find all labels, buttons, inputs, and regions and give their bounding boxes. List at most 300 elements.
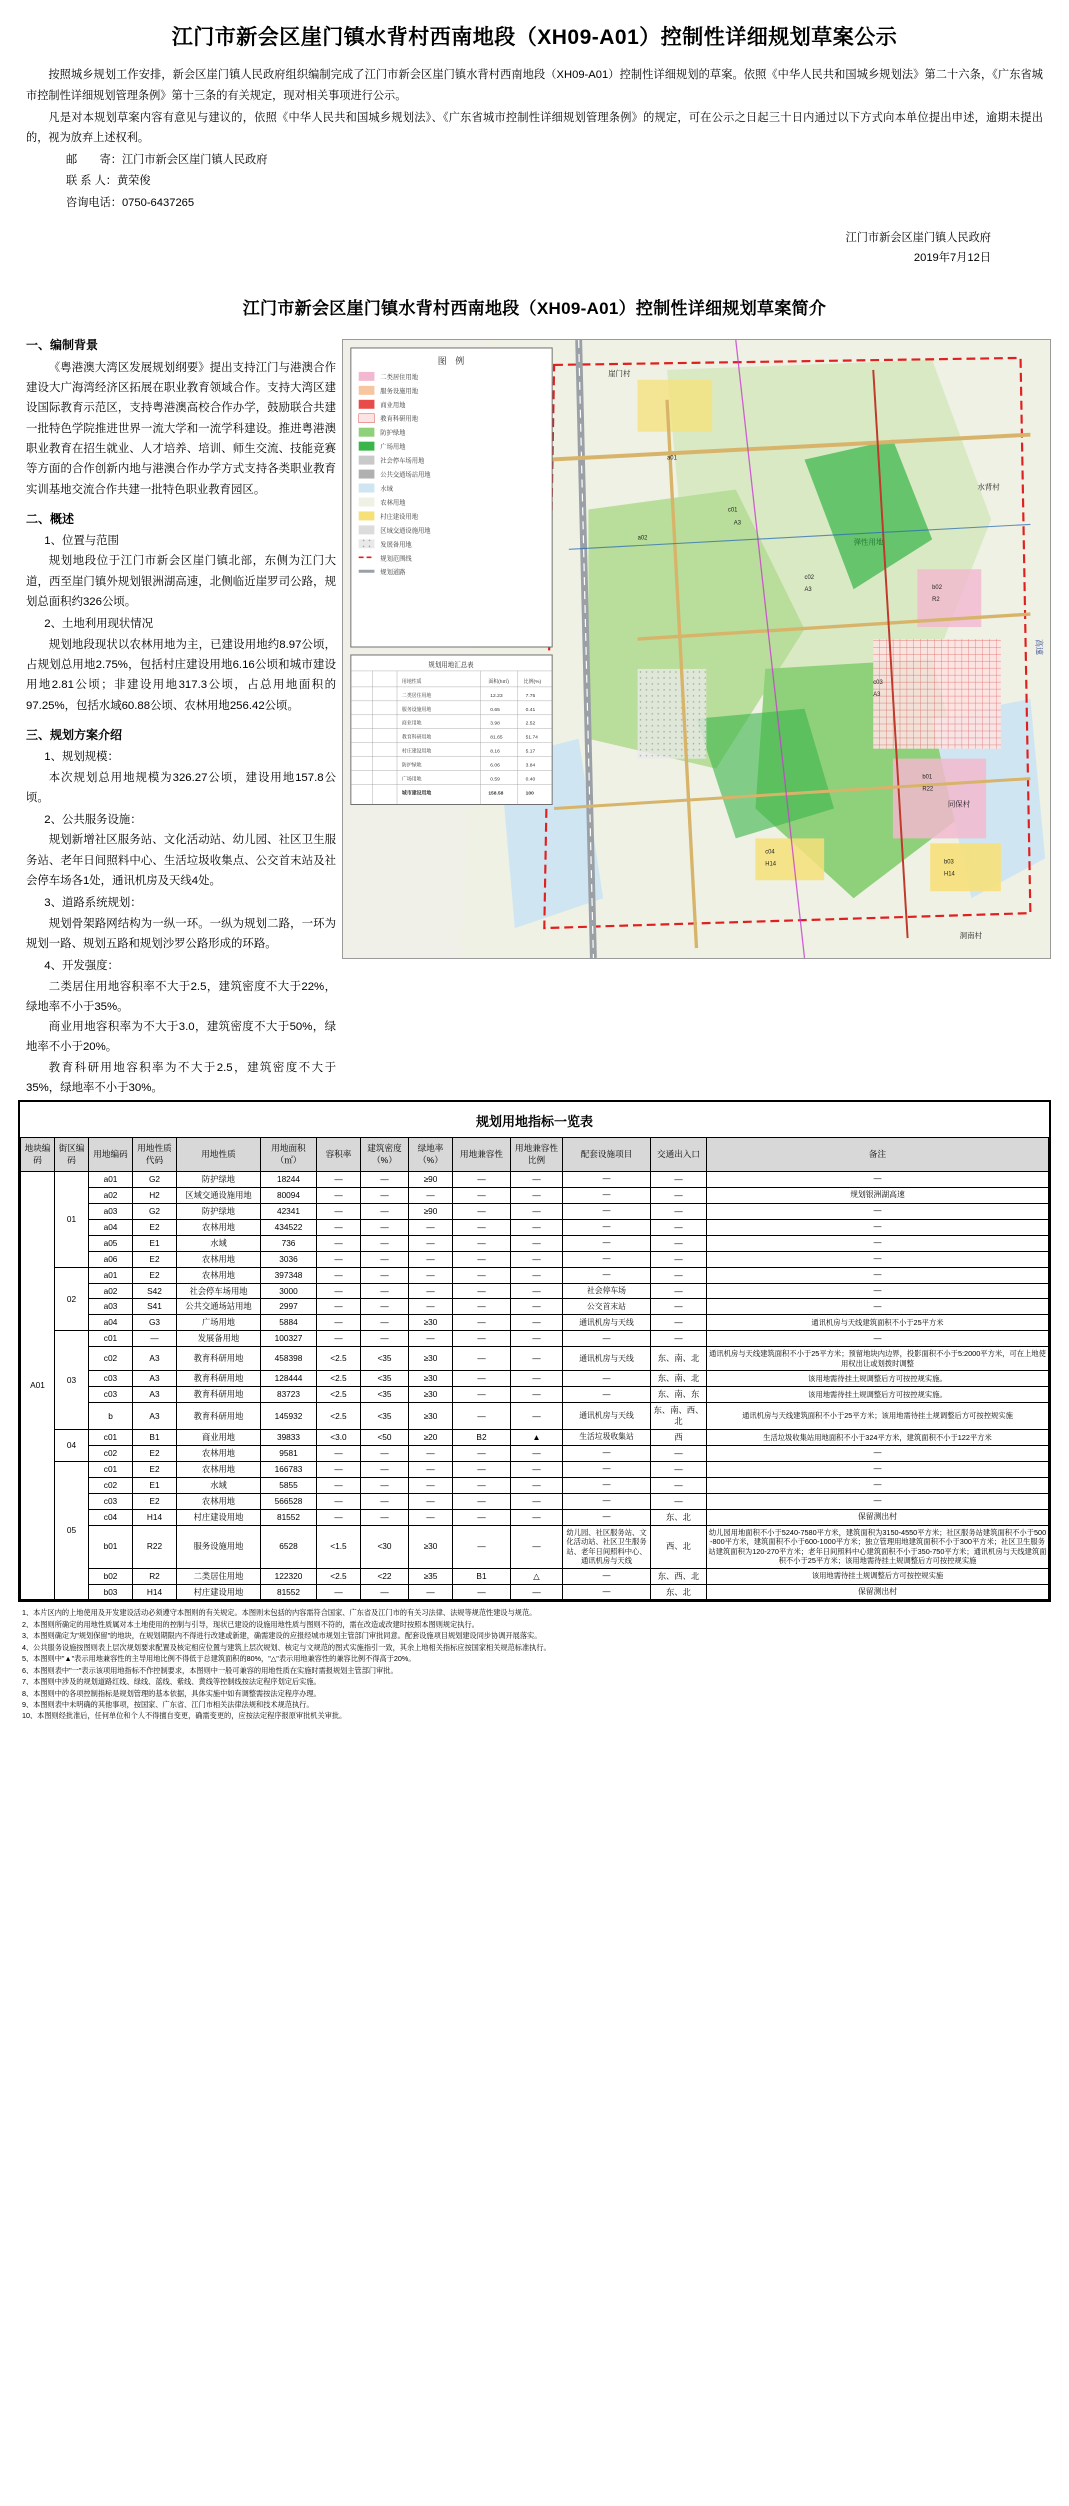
svg-text:A3: A3 bbox=[733, 520, 742, 527]
td-land-area: 39833 bbox=[261, 1430, 317, 1446]
td-facility-items: 幼儿园、社区服务站、文化活动站、社区卫生服务站、老年日间照料中心、通讯机房与天线 bbox=[563, 1525, 651, 1568]
td-land-nature: 农林用地 bbox=[177, 1493, 261, 1509]
td-remark: — bbox=[707, 1477, 1049, 1493]
svg-text:商业用地: 商业用地 bbox=[380, 402, 406, 410]
td-land-code: a04 bbox=[89, 1219, 133, 1235]
td-land-nature: 社会停车场用地 bbox=[177, 1283, 261, 1299]
td-nature-code: A3 bbox=[133, 1387, 177, 1403]
td-nature-code: S41 bbox=[133, 1299, 177, 1315]
td-facility-items: — bbox=[563, 1387, 651, 1403]
td-facility-items: 生活垃圾收集站 bbox=[563, 1430, 651, 1446]
td-nature-code: E2 bbox=[133, 1267, 177, 1283]
td-building-density: — bbox=[361, 1267, 409, 1283]
td-compatibility: — bbox=[453, 1347, 511, 1371]
td-compatibility: — bbox=[453, 1251, 511, 1267]
td-land-area: 122320 bbox=[261, 1568, 317, 1584]
td-access: 西、北 bbox=[651, 1525, 707, 1568]
td-far: — bbox=[317, 1187, 361, 1203]
td-land-nature: 教育科研用地 bbox=[177, 1403, 261, 1430]
svg-text:村庄建设用地: 村庄建设用地 bbox=[401, 749, 432, 756]
td-far: — bbox=[317, 1331, 361, 1347]
td-land-area: 166783 bbox=[261, 1461, 317, 1477]
td-building-density: — bbox=[361, 1445, 409, 1461]
notice-paragraph-2: 凡是对本规划草案内容有意见与建议的，依照《中华人民共和国城乡规划法》、《广东省城市控制性详细规划管理条例》的规定，可在公示之日起三十日内通过以下方式向本单位提出申述，逾期未提出的，视为放弃上述权利。 bbox=[26, 111, 1043, 145]
footnote-item: 1、本片区内的上地使用及开发建设活动必须遵守本图则的有关规定。本图则未包括的内容需符合国家、广东省及江门市的有关习法律、法规等规范性建设与规范。 bbox=[22, 1608, 537, 1618]
th-green-ratio: 绿地率（%） bbox=[409, 1138, 453, 1172]
td-facility-items: — bbox=[563, 1371, 651, 1387]
map-graphic bbox=[343, 340, 1050, 958]
td-access: 东、南、西、北 bbox=[651, 1403, 707, 1430]
td-facility-items: — bbox=[563, 1445, 651, 1461]
td-access: 东、南、北 bbox=[651, 1371, 707, 1387]
td-green-ratio: — bbox=[409, 1493, 453, 1509]
td-land-nature: 防护绿地 bbox=[177, 1171, 261, 1187]
svg-text:公共交通场站用地: 公共交通场站用地 bbox=[380, 471, 431, 479]
td-land-nature: 防护绿地 bbox=[177, 1203, 261, 1219]
td-compatibility: — bbox=[453, 1203, 511, 1219]
td-compatibility: — bbox=[453, 1477, 511, 1493]
td-facility-items: — bbox=[563, 1267, 651, 1283]
table-row bbox=[21, 1568, 1049, 1584]
td-remark: — bbox=[707, 1171, 1049, 1187]
td-nature-code: G2 bbox=[133, 1171, 177, 1187]
plan-map-column bbox=[342, 335, 1051, 959]
td-land-code: c03 bbox=[89, 1387, 133, 1403]
td-far: — bbox=[317, 1315, 361, 1331]
brief-title: 江门市新会区崖门镇水背村西南地段（XH09-A01）控制性详细规划草案简介 bbox=[242, 299, 827, 319]
td-far: — bbox=[317, 1299, 361, 1315]
td-far: <2.5 bbox=[317, 1371, 361, 1387]
table-row bbox=[21, 1203, 1049, 1219]
svg-text:广场用地: 广场用地 bbox=[380, 443, 406, 451]
td-green-ratio: ≥90 bbox=[409, 1203, 453, 1219]
td-green-ratio: ≥30 bbox=[409, 1403, 453, 1430]
td-compatibility: — bbox=[453, 1299, 511, 1315]
td-access: — bbox=[651, 1219, 707, 1235]
td-compatibility: — bbox=[453, 1331, 511, 1347]
td-building-density: <35 bbox=[361, 1387, 409, 1403]
td-land-code: c01 bbox=[89, 1331, 133, 1347]
td-land-code: c02 bbox=[89, 1445, 133, 1461]
table-row bbox=[21, 1171, 1049, 1187]
svg-text:b01: b01 bbox=[922, 774, 933, 781]
td-nature-code: R22 bbox=[133, 1525, 177, 1568]
td-land-nature: 教育科研用地 bbox=[177, 1347, 261, 1371]
td-far: <1.5 bbox=[317, 1525, 361, 1568]
svg-text:0.40: 0.40 bbox=[525, 777, 536, 783]
td-compatibility: — bbox=[453, 1445, 511, 1461]
section-2-sub-2: 2、土地利用现状情况 bbox=[44, 618, 154, 631]
td-compatibility: — bbox=[453, 1509, 511, 1525]
td-land-code: a03 bbox=[89, 1203, 133, 1219]
svg-text:3.84: 3.84 bbox=[525, 763, 536, 769]
td-land-nature: 水域 bbox=[177, 1235, 261, 1251]
td-land-nature: 农林用地 bbox=[177, 1251, 261, 1267]
td-compatibility-ratio: — bbox=[511, 1445, 563, 1461]
td-land-area: 5884 bbox=[261, 1315, 317, 1331]
td-remark: — bbox=[707, 1445, 1049, 1461]
td-compatibility: — bbox=[453, 1493, 511, 1509]
td-building-density: <35 bbox=[361, 1403, 409, 1430]
td-compatibility-ratio: — bbox=[511, 1171, 563, 1187]
table-header-row bbox=[21, 1138, 1049, 1172]
td-remark: 通讯机房与天线建筑面积不小于25平方米 bbox=[707, 1315, 1049, 1331]
td-far: — bbox=[317, 1509, 361, 1525]
td-building-density: — bbox=[361, 1187, 409, 1203]
td-nature-code: E2 bbox=[133, 1445, 177, 1461]
td-compatibility: — bbox=[453, 1219, 511, 1235]
td-compatibility: — bbox=[453, 1187, 511, 1203]
td-nature-code: A3 bbox=[133, 1371, 177, 1387]
table-row bbox=[21, 1331, 1049, 1347]
td-remark: — bbox=[707, 1331, 1049, 1347]
footnote-item: 9、本图则表中未明确的其他事项，按国家、广东省、江门市相关法律法规和技术规范执行。 bbox=[22, 1699, 314, 1709]
td-land-area: 42341 bbox=[261, 1203, 317, 1219]
svg-text:8.16: 8.16 bbox=[490, 749, 500, 756]
td-land-area: 736 bbox=[261, 1235, 317, 1251]
td-compatibility-ratio: — bbox=[511, 1219, 563, 1235]
td-remark: 生活垃圾收集站用地面积不小于324平方米，建筑面积不小于122平方米 bbox=[707, 1430, 1049, 1446]
td-block-code: 05 bbox=[55, 1461, 89, 1600]
td-far: — bbox=[317, 1477, 361, 1493]
svg-text:比例(%): 比例(%) bbox=[523, 680, 542, 686]
svg-text:c03: c03 bbox=[873, 680, 883, 687]
indicator-table bbox=[20, 1137, 1049, 1600]
td-land-nature: 二类居住用地 bbox=[177, 1568, 261, 1584]
td-facility-items: 通讯机房与天线 bbox=[563, 1315, 651, 1331]
td-access: — bbox=[651, 1331, 707, 1347]
td-block-code: 03 bbox=[55, 1331, 89, 1430]
footnote-item: 6、本图则表中"一"表示该项用地指标不作控制要求，本图则中一般可兼容的用地性质在实施时需报规划主管部门审批。 bbox=[22, 1665, 398, 1675]
td-compatibility-ratio: — bbox=[511, 1371, 563, 1387]
table-row bbox=[21, 1267, 1049, 1283]
th-plot-code: 地块编码 bbox=[21, 1138, 55, 1172]
td-compatibility: — bbox=[453, 1235, 511, 1251]
td-land-nature: 服务设施用地 bbox=[177, 1525, 261, 1568]
table-row bbox=[21, 1430, 1049, 1446]
svg-text:7.75: 7.75 bbox=[525, 694, 536, 700]
svg-text:弹性用地: 弹性用地 bbox=[853, 537, 884, 547]
td-land-code: a01 bbox=[89, 1267, 133, 1283]
td-facility-items: — bbox=[563, 1584, 651, 1600]
td-building-density: — bbox=[361, 1331, 409, 1347]
td-land-nature: 村庄建设用地 bbox=[177, 1584, 261, 1600]
notice-issuer: 江门市新会区崖门镇人民政府 bbox=[845, 232, 991, 245]
td-facility-items: — bbox=[563, 1509, 651, 1525]
td-green-ratio: — bbox=[409, 1267, 453, 1283]
td-compatibility: — bbox=[453, 1283, 511, 1299]
table-row bbox=[21, 1315, 1049, 1331]
section-1-text: 《粤港澳大湾区发展规划纲要》提出支持江门与港澳合作建设大广海湾经济区拓展在职业教育领域合作。支持大湾区建设国际教育示范区，支持粤港澳高校合作办学，鼓励联合共建一批特色学院推进世界一流大学和一流学科建设。推进粤港澳职业教育在招生就业、人才培养、培训、师生交流、技能竞赛等方面的合作创新内地与港澳合作办学方式支持各类职业教育实训基地交流合作共建一批特色职业教育园区。 bbox=[26, 361, 336, 496]
section-heading-2: 二、概述 bbox=[26, 511, 75, 526]
svg-text:0.41: 0.41 bbox=[525, 708, 536, 714]
th-facility-items: 配套设施项目 bbox=[563, 1138, 651, 1172]
td-nature-code: A3 bbox=[133, 1403, 177, 1430]
td-remark: 幼儿园用地面积不小于5240-7580平方米，建筑面积为3150-4550平方米；社区服务站建筑面积不小于500-800平方米，建筑面积不小于600-1000平方米；独立管理用地建筑面积不小于300平方米；社区卫生服务站建筑面积为120-270平方米；老年日间照料中心建筑面积不小于350-750平方米；通讯机房与天线建筑面积不小于25平方米；该用地需待挂土规调整后方可按控规实施 bbox=[707, 1525, 1049, 1568]
td-compatibility: — bbox=[453, 1371, 511, 1387]
td-land-nature: 教育科研用地 bbox=[177, 1371, 261, 1387]
td-facility-items: 通讯机房与天线 bbox=[563, 1403, 651, 1430]
section-3-text-6: 教育科研用地容积率为不大于2.5，建筑密度不大于35%，绿地率不小于30%。 bbox=[26, 1061, 336, 1094]
td-access: 东、南、北 bbox=[651, 1347, 707, 1371]
svg-text:面积(h㎡): 面积(h㎡) bbox=[488, 680, 510, 686]
td-access: — bbox=[651, 1187, 707, 1203]
td-remark: 保留测出村 bbox=[707, 1584, 1049, 1600]
td-remark: 保留测出村 bbox=[707, 1509, 1049, 1525]
svg-text:0.59: 0.59 bbox=[490, 777, 500, 783]
td-compatibility: — bbox=[453, 1403, 511, 1430]
td-compatibility-ratio: — bbox=[511, 1187, 563, 1203]
td-building-density: <22 bbox=[361, 1568, 409, 1584]
brief-text-column bbox=[18, 335, 336, 1098]
td-land-code: c04 bbox=[89, 1509, 133, 1525]
svg-text:0.65: 0.65 bbox=[490, 708, 500, 714]
section-3-text-1: 本次规划总用地规模为326.27公顷，建设用地157.8公顷。 bbox=[26, 771, 336, 804]
th-compatibility: 用地兼容性 bbox=[453, 1138, 511, 1172]
td-green-ratio: — bbox=[409, 1283, 453, 1299]
td-compatibility-ratio: — bbox=[511, 1203, 563, 1219]
td-access: — bbox=[651, 1283, 707, 1299]
table-row bbox=[21, 1493, 1049, 1509]
footnotes-list bbox=[22, 1608, 1047, 1721]
td-nature-code: E2 bbox=[133, 1219, 177, 1235]
svg-text:用地性质: 用地性质 bbox=[401, 680, 422, 686]
td-land-code: c02 bbox=[89, 1347, 133, 1371]
th-block-code: 街区编码 bbox=[55, 1138, 89, 1172]
td-facility-items: 社会停车场 bbox=[563, 1283, 651, 1299]
section-2-sub-1: 1、位置与范围 bbox=[44, 535, 119, 548]
td-access: — bbox=[651, 1251, 707, 1267]
td-land-area: 5855 bbox=[261, 1477, 317, 1493]
notice-date: 2019年7月12日 bbox=[913, 252, 991, 265]
td-far: — bbox=[317, 1267, 361, 1283]
svg-text:c01: c01 bbox=[727, 507, 738, 514]
svg-text:二类居住用地: 二类居住用地 bbox=[401, 694, 432, 700]
td-land-code: b02 bbox=[89, 1568, 133, 1584]
td-access: 西 bbox=[651, 1430, 707, 1446]
td-green-ratio: — bbox=[409, 1187, 453, 1203]
footnotes bbox=[18, 1602, 1051, 1721]
brief-body bbox=[18, 335, 1051, 1098]
td-land-code: a04 bbox=[89, 1315, 133, 1331]
table-row bbox=[21, 1509, 1049, 1525]
td-remark: — bbox=[707, 1283, 1049, 1299]
footnote-item: 10、本图则经批准后，任何单位和个人不得擅自变更，确需变更的，应按法定程序报原审批机关审批。 bbox=[22, 1711, 347, 1721]
table-body bbox=[21, 1171, 1049, 1599]
td-land-area: 81552 bbox=[261, 1584, 317, 1600]
td-compatibility: — bbox=[453, 1461, 511, 1477]
svg-text:水域: 水域 bbox=[380, 485, 393, 493]
td-facility-items: — bbox=[563, 1171, 651, 1187]
td-nature-code: R2 bbox=[133, 1568, 177, 1584]
td-compatibility-ratio: — bbox=[511, 1251, 563, 1267]
td-building-density: — bbox=[361, 1584, 409, 1600]
td-remark: — bbox=[707, 1203, 1049, 1219]
table-row bbox=[21, 1461, 1049, 1477]
td-facility-items: 通讯机房与天线 bbox=[563, 1347, 651, 1371]
th-remark: 备注 bbox=[707, 1138, 1049, 1172]
td-land-code: b01 bbox=[89, 1525, 133, 1568]
td-compatibility-ratio: — bbox=[511, 1235, 563, 1251]
td-land-code: a01 bbox=[89, 1171, 133, 1187]
indicator-table-title: 规划用地指标一览表 bbox=[475, 1114, 593, 1130]
td-compatibility-ratio: — bbox=[511, 1283, 563, 1299]
td-green-ratio: ≥30 bbox=[409, 1315, 453, 1331]
svg-text:81.65: 81.65 bbox=[490, 736, 503, 742]
svg-text:b02: b02 bbox=[932, 585, 942, 592]
td-land-nature: 农林用地 bbox=[177, 1267, 261, 1283]
td-nature-code: — bbox=[133, 1331, 177, 1347]
td-facility-items: — bbox=[563, 1461, 651, 1477]
svg-text:R2: R2 bbox=[932, 597, 940, 604]
td-green-ratio: — bbox=[409, 1477, 453, 1493]
td-land-nature: 农林用地 bbox=[177, 1445, 261, 1461]
td-access: 东、西、北 bbox=[651, 1568, 707, 1584]
td-land-nature: 水域 bbox=[177, 1477, 261, 1493]
td-green-ratio: ≥30 bbox=[409, 1387, 453, 1403]
td-nature-code: E2 bbox=[133, 1461, 177, 1477]
td-facility-items: — bbox=[563, 1331, 651, 1347]
td-nature-code: E2 bbox=[133, 1251, 177, 1267]
section-3-sub-3: 3、道路系统规划： bbox=[44, 897, 142, 910]
td-far: <2.5 bbox=[317, 1403, 361, 1430]
svg-text:6.06: 6.06 bbox=[490, 763, 500, 769]
td-green-ratio: — bbox=[409, 1331, 453, 1347]
td-green-ratio: ≥30 bbox=[409, 1525, 453, 1568]
land-use-plan-map bbox=[342, 339, 1051, 959]
td-far: <3.0 bbox=[317, 1430, 361, 1446]
section-3-text-4: 二类居住用地容积率不大于2.5，建筑密度不大于22%，绿地率不小于35%。 bbox=[26, 980, 336, 1013]
td-green-ratio: — bbox=[409, 1219, 453, 1235]
svg-text:c02: c02 bbox=[804, 575, 815, 582]
td-land-nature: 农林用地 bbox=[177, 1219, 261, 1235]
td-land-nature: 农林用地 bbox=[177, 1461, 261, 1477]
table-row bbox=[21, 1251, 1049, 1267]
svg-text:158.58: 158.58 bbox=[488, 791, 504, 797]
table-row bbox=[21, 1584, 1049, 1600]
td-far: <2.5 bbox=[317, 1387, 361, 1403]
td-land-code: b03 bbox=[89, 1584, 133, 1600]
td-remark: — bbox=[707, 1299, 1049, 1315]
section-3-sub-2: 2、公共服务设施： bbox=[44, 814, 142, 827]
svg-text:教育科研用地: 教育科研用地 bbox=[401, 736, 432, 742]
td-compatibility-ratio: — bbox=[511, 1477, 563, 1493]
td-compatibility-ratio: — bbox=[511, 1584, 563, 1600]
td-facility-items: — bbox=[563, 1187, 651, 1203]
td-building-density: — bbox=[361, 1477, 409, 1493]
td-access: 东、北 bbox=[651, 1509, 707, 1525]
svg-text:洞南村: 洞南村 bbox=[959, 931, 982, 941]
svg-text:农林用地: 农林用地 bbox=[380, 499, 406, 507]
td-remark: — bbox=[707, 1267, 1049, 1283]
td-building-density: — bbox=[361, 1235, 409, 1251]
td-far: — bbox=[317, 1493, 361, 1509]
td-land-code: a03 bbox=[89, 1299, 133, 1315]
td-remark: 规划银洲湖高速 bbox=[707, 1187, 1049, 1203]
td-remark: 通讯机房与天线建筑面积不小于25平方米；该用地需待挂土规调整后方可按控规实施 bbox=[707, 1403, 1049, 1430]
svg-text:H14: H14 bbox=[943, 871, 955, 878]
td-green-ratio: ≥30 bbox=[409, 1371, 453, 1387]
td-building-density: — bbox=[361, 1461, 409, 1477]
table-row bbox=[21, 1387, 1049, 1403]
td-land-area: 458398 bbox=[261, 1347, 317, 1371]
td-compatibility: — bbox=[453, 1315, 511, 1331]
svg-text:崖门村: 崖门村 bbox=[608, 369, 631, 379]
svg-text:教育科研用地: 教育科研用地 bbox=[380, 416, 418, 424]
td-nature-code: B1 bbox=[133, 1430, 177, 1446]
td-far: — bbox=[317, 1251, 361, 1267]
notice-paragraph-1: 按照城乡规划工作安排，新会区崖门镇人民政府组织编制完成了江门市新会区崖门镇水背村西南地段（XH09-A01）控制性详细规划的草案。依照《中华人民共和国城乡规划法》第二十六条，《广东省城市控制性详细规划管理条例》第十三条的有关规定，现对相关事项进行公示。 bbox=[26, 69, 1043, 103]
td-green-ratio: — bbox=[409, 1299, 453, 1315]
td-land-area: 3036 bbox=[261, 1251, 317, 1267]
td-compatibility: — bbox=[453, 1267, 511, 1283]
td-compatibility: B2 bbox=[453, 1430, 511, 1446]
td-land-code: a02 bbox=[89, 1187, 133, 1203]
td-facility-items: — bbox=[563, 1568, 651, 1584]
td-access: — bbox=[651, 1315, 707, 1331]
svg-text:城市建设用地: 城市建设用地 bbox=[401, 791, 432, 797]
td-building-density: — bbox=[361, 1251, 409, 1267]
td-compatibility-ratio: — bbox=[511, 1331, 563, 1347]
td-land-code: c02 bbox=[89, 1477, 133, 1493]
td-land-area: 9581 bbox=[261, 1445, 317, 1461]
svg-text:5.17: 5.17 bbox=[525, 749, 536, 756]
svg-text:同保村: 同保村 bbox=[947, 799, 971, 809]
td-access: 东、南、东 bbox=[651, 1387, 707, 1403]
td-plot-code: A01 bbox=[21, 1171, 55, 1599]
svg-text:a01: a01 bbox=[667, 455, 677, 462]
section-heading-1: 一、编制背景 bbox=[26, 338, 99, 353]
td-far: — bbox=[317, 1461, 361, 1477]
td-remark: 该用地需待挂土规调整后方可按控规实施。 bbox=[707, 1371, 1049, 1387]
td-land-nature: 商业用地 bbox=[177, 1430, 261, 1446]
td-compatibility-ratio: — bbox=[511, 1525, 563, 1568]
td-remark: — bbox=[707, 1235, 1049, 1251]
td-nature-code: G3 bbox=[133, 1315, 177, 1331]
td-land-area: 397348 bbox=[261, 1267, 317, 1283]
table-row bbox=[21, 1445, 1049, 1461]
td-land-code: c01 bbox=[89, 1461, 133, 1477]
svg-text:100: 100 bbox=[525, 791, 534, 797]
td-land-nature: 教育科研用地 bbox=[177, 1387, 261, 1403]
td-access: — bbox=[651, 1445, 707, 1461]
td-green-ratio: — bbox=[409, 1509, 453, 1525]
footnote-item: 5、本图则中"▲"表示用地兼容性的主导用地比例不得低于总建筑面积的80%，"△"表示用地兼容性的兼容比例不得高于20%。 bbox=[22, 1654, 416, 1664]
td-land-area: 145932 bbox=[261, 1403, 317, 1430]
svg-text:12.23: 12.23 bbox=[490, 694, 503, 700]
td-building-density: — bbox=[361, 1299, 409, 1315]
footnote-item: 8、本图则中的各项控制指标是规划管理的基本依据，具体实施中如有调整需按法定程序办理。 bbox=[22, 1688, 321, 1698]
svg-text:服务设施用地: 服务设施用地 bbox=[380, 388, 418, 396]
svg-text:b03: b03 bbox=[943, 859, 954, 866]
td-access: — bbox=[651, 1235, 707, 1251]
td-nature-code: H14 bbox=[133, 1509, 177, 1525]
td-building-density: <35 bbox=[361, 1347, 409, 1371]
td-access: — bbox=[651, 1267, 707, 1283]
td-remark: — bbox=[707, 1461, 1049, 1477]
td-access: — bbox=[651, 1203, 707, 1219]
svg-text:水背村: 水背村 bbox=[977, 482, 1000, 492]
td-green-ratio: — bbox=[409, 1251, 453, 1267]
td-land-area: 80094 bbox=[261, 1187, 317, 1203]
svg-text:3.98: 3.98 bbox=[490, 722, 500, 728]
td-block-code: 01 bbox=[55, 1171, 89, 1267]
td-nature-code: E2 bbox=[133, 1493, 177, 1509]
td-building-density: — bbox=[361, 1509, 409, 1525]
svg-text:村庄建设用地: 村庄建设用地 bbox=[380, 513, 418, 521]
td-land-nature: 村庄建设用地 bbox=[177, 1509, 261, 1525]
svg-text:服务设施用地: 服务设施用地 bbox=[401, 708, 432, 714]
